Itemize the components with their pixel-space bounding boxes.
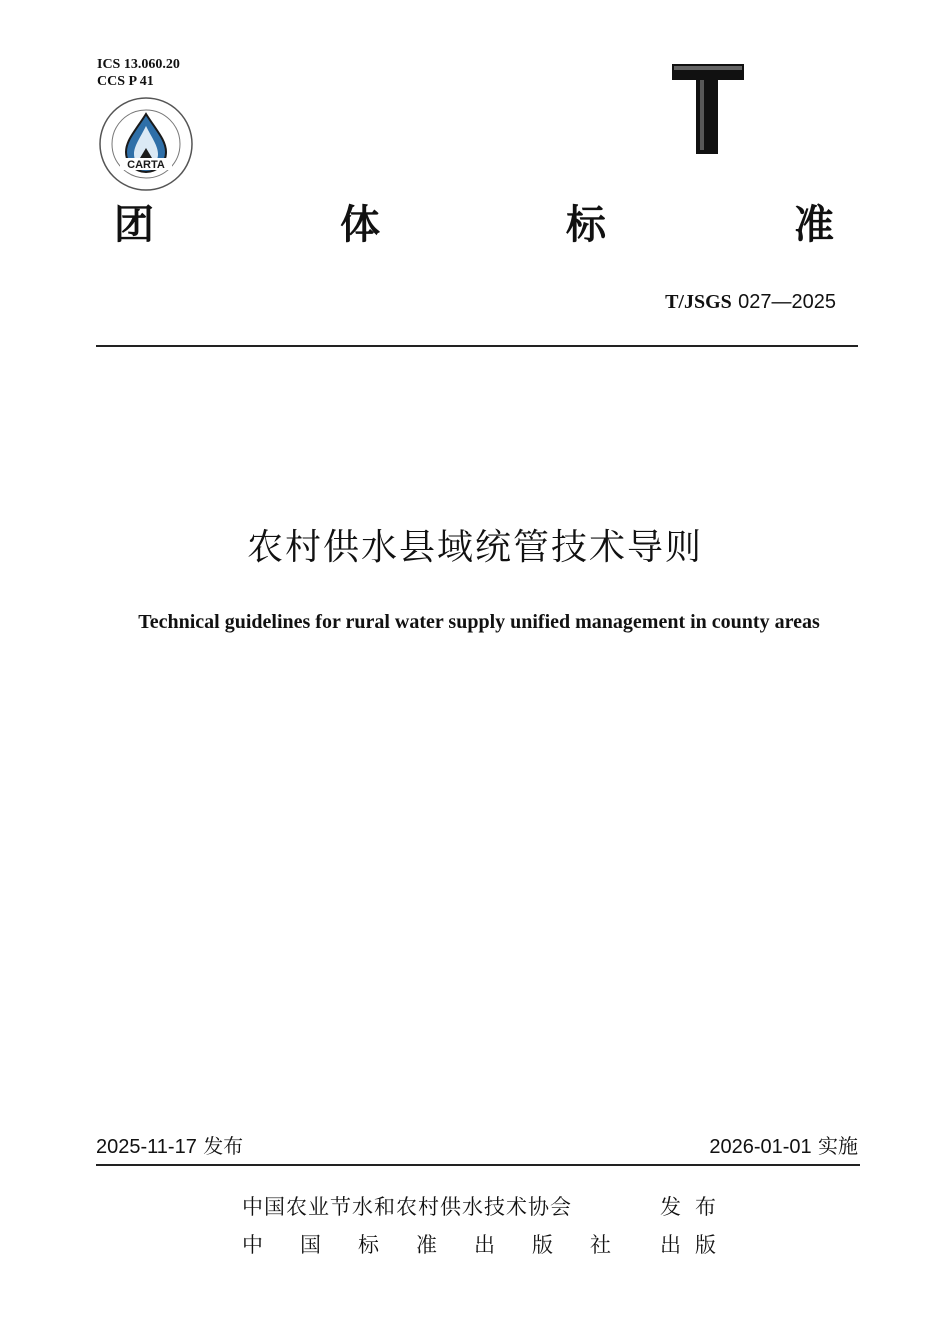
footer-divider bbox=[96, 1164, 860, 1166]
publisher-action: 出版 bbox=[660, 1233, 730, 1257]
issuer-name: 中国农业节水和农村供水技术协会 bbox=[242, 1195, 572, 1219]
publisher-name bbox=[242, 1230, 611, 1260]
ics-code: ICS 13.060.20 bbox=[97, 57, 180, 72]
publisher-char: 准 bbox=[416, 1233, 437, 1257]
category-letter bbox=[668, 62, 746, 156]
publisher-char: 国 bbox=[300, 1233, 321, 1257]
category-char-1: 团 bbox=[114, 202, 154, 248]
implement-date-line bbox=[709, 1132, 858, 1161]
category-char-3: 标 bbox=[566, 202, 606, 248]
implement-date: 2026-01-01 bbox=[709, 1136, 812, 1158]
ccs-code: CCS P 41 bbox=[97, 74, 154, 89]
implement-label: 实施 bbox=[818, 1134, 858, 1158]
publish-label: 发布 bbox=[203, 1134, 244, 1158]
issuer-action: 发布 bbox=[660, 1195, 730, 1219]
header-divider bbox=[96, 345, 858, 347]
publisher-char: 社 bbox=[590, 1233, 611, 1257]
logo-text: CARTA bbox=[127, 159, 165, 171]
standard-number bbox=[665, 288, 836, 315]
publisher-char: 标 bbox=[358, 1233, 379, 1257]
standard-code: 027—2025 bbox=[738, 291, 836, 313]
category-char-2: 体 bbox=[340, 202, 380, 248]
publish-date: 2025-11-17 bbox=[96, 1136, 197, 1158]
standard-prefix: T/JSGS bbox=[665, 291, 732, 313]
title-english: Technical guidelines for rural water supply unified management in county areas bbox=[138, 611, 820, 633]
publish-date-line bbox=[96, 1132, 243, 1161]
publisher-char: 版 bbox=[532, 1233, 553, 1257]
publisher-char: 出 bbox=[474, 1233, 495, 1257]
publisher-char: 中 bbox=[242, 1233, 263, 1257]
title-chinese: 农村供水县域统管技术导则 bbox=[246, 527, 703, 568]
carta-logo bbox=[96, 96, 196, 192]
category-char-4: 准 bbox=[794, 202, 834, 248]
classification-codes bbox=[97, 56, 180, 90]
